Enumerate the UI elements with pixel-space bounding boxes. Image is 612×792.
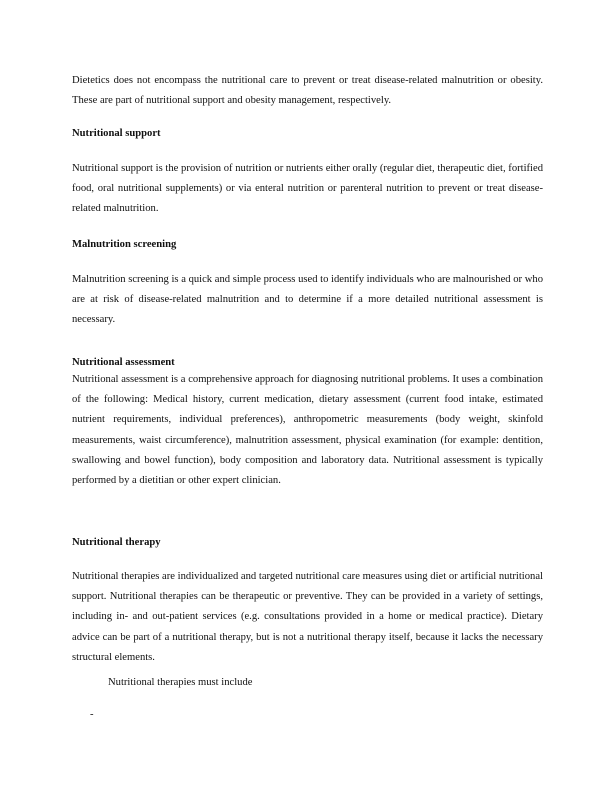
paragraph-nutritional-therapy: Nutritional therapies are individualized and targeted nutritional care measures using diet or artificial nutritional support. Nutritional therapies can be therapeutic or preventive. They can be provided in a variety of settings, including in- and out-patient services (e.g. consultations provided in a home or medical practice). Dietary advice can be part of a nutritional therapy, but is not a nutritional therapy itself, because it lacks the necessary structural elements.	[72, 571, 543, 663]
heading-nutritional-therapy: Nutritional therapy	[72, 537, 161, 548]
paragraph-nutritional-assessment: Nutritional assessment is a comprehensive approach for diagnosing nutritional problems. It uses a combination of the following: Medical history, current medication, dietary assessment (current food intake, estimated nutrient requirements, individual preferences), anthropometric measurements (body weight, skinfold measurements, waist circumference), malnutrition assessment, physical examination (for example: dentition, swallowing and bowel function), body composition and laboratory data. Nutritional assessment is typically performed by a dietitian or other expert clinician.	[72, 374, 543, 487]
list-bullet-dash: -	[90, 709, 94, 720]
paragraph-nutritional-support: Nutritional support is the provision of nutrition or nutrients either orally (regular diet, therapeutic diet, fortified food, oral nutritional supplements) or via enteral nutrition or parenteral nutrition to prevent or treat disease-related malnutrition.	[72, 163, 543, 215]
heading-malnutrition-screening: Malnutrition screening	[72, 239, 177, 250]
intro-paragraph: Dietetics does not encompass the nutritional care to prevent or treat disease-related malnutrition or obesity. These are part of nutritional support and obesity management, respectively.	[72, 75, 543, 107]
nutritional-therapies-must-include: Nutritional therapies must include	[108, 677, 253, 688]
heading-nutritional-assessment: Nutritional assessment	[72, 357, 175, 368]
paragraph-malnutrition-screening: Malnutrition screening is a quick and simple process used to identify individuals who are malnourished or who are at risk of disease-related malnutrition and to determine if a more detailed nutritional assessment is necessary.	[72, 274, 543, 326]
heading-nutritional-support: Nutritional support	[72, 128, 161, 139]
